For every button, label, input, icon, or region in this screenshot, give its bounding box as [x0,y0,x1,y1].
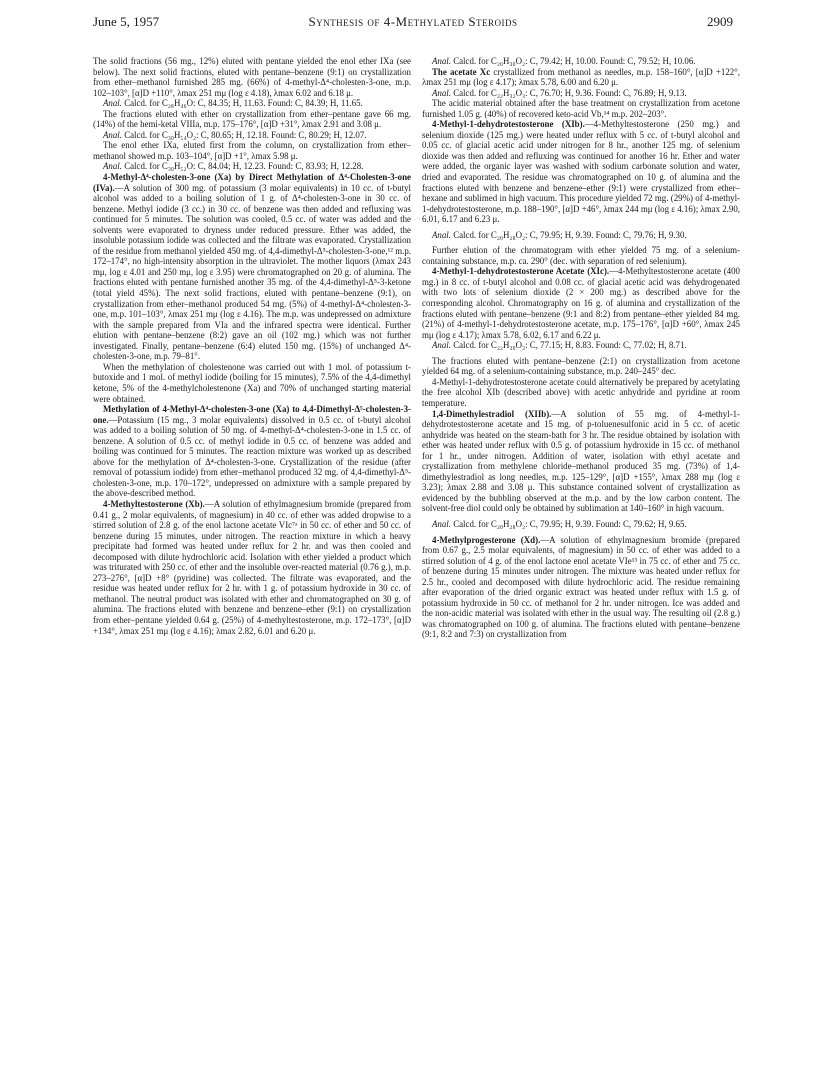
body-paragraph [93,362,411,404]
section-paragraph [93,172,411,362]
paragraph-text: —Potassium (15 mg., 3 molar equivalents) dissolved in 0.5 cc. of t-butyl alcohol was added to a boiling solution of 50 mg. of 4-methyl-Δ⁴-cholesten-3-one in 1.5 cc. of benzene. A solution of 0.5 cc. of methyl iodide in 0.5 cc. of benzene was added and boiling was continued for 5 minutes. The reaction mixture was worked up as described above for the methylation of Δ⁴-cholesten-3-one. Crystallization of the residue (after removal of potassium iodide) from ether–methanol produced 32 mg. of 4,4-dimethyl-Δ⁵-cholesten-3-one, m.p. 170–172°, undepressed on admixture with a sample prepared by the above-described method. [93,414,411,499]
analysis-paragraph [422,56,740,67]
paragraph-text: Calcd. for C₂₀H₂₈O₂: C, 79.95; H, 9.39. Found: C, 79.76; H, 9.30. [450,229,687,240]
section-heading: 4-Methyl-Δ⁴-cholesten-3-one (Xa) by Direct Methylation of Δ⁴-Cholesten-3-one (IVa). [93,172,411,193]
analysis-label: Anal. [432,87,451,98]
paragraph-text: Calcd. for C₃₀H₅₄O₂: C, 80.65; H, 12.18. Found: C, 80.29; H, 12.07. [121,129,367,140]
paragraph-text: Further elution of the chromatogram with ether yielded 75 mg. of a selenium-containing substance, m.p. ca. 290° (dec. with separation of red selenium). [422,245,740,266]
paragraph-text: Calcd. for C₂₂H₃₀O₃: C, 77.15; H, 8.83. Found: C, 77.02; H, 8.71. [450,340,687,351]
analysis-paragraph [422,340,740,351]
paragraph-text: Calcd. for C₂₈H₄₆O: C, 84.35; H, 11.63. Found: C, 84.39; H, 11.65. [121,98,363,109]
paragraph-text: Calcd. for C₃₀H₅₂O: C, 84.04; H, 12.23. Found: C, 83.93; H, 12.28. [121,161,364,172]
paragraph-text: When the methylation of cholestenone was carried out with 1 mol. of potassium t-butoxide and 1 mol. of methyl iodide (boiling for 15 minutes), 7.5% of the 4,4-dimethyl ketone, 5% of the 4-methylcholestenone (Xa) and 70% of unchanged starting material were obtained. [93,361,411,404]
paragraph-text: Calcd. for C₂₀H₂₈O₂: C, 79.95; H, 9.39. Found: C, 79.62; H, 9.65. [450,518,687,529]
paragraph-text: The fractions eluted with ether on crystallization from ether–pentane gave 66 mg. (14%) of the hemi-ketal VIIIa, m.p. 175–176°, [α]D +31°, λmax 2.91 and 3.08 μ. [93,108,411,130]
body-paragraph [93,56,411,98]
analysis-paragraph [422,519,740,530]
analysis-label: Anal. [432,229,451,240]
paragraph-text: —A solution of ethylmagnesium bromide (prepared from 0.67 g., 2.5 molar equivalents, of magnesium) in 50 cc. of ether was added to a stirred solution of 4 g. of the enol lactone enol acetate VIe¹³ in 75 cc. of ether and 75 cc. of benzene during 15 minutes under nitrogen. The mixture was heated under reflux for 2.5 hr., cooled and decomposed with dilute hydrochloric acid. The residue remaining after evaporation of the dried organic extract was heated under reflux with 1.5 g. of potassium hydroxide in 50 cc. of methanol for 2 hr. under nitrogen. Ice was added and the non-acidic material was isolated with ether in the usual way. The resulting oil (2.8 g.) was chromatographed on 100 g. of alumina. The fractions eluted with pentane–benzene (9:1, 8:2 and 7:3) on crystallization from [422,534,740,640]
section-heading: Methylation of 4-Methyl-Δ⁴-cholesten-3-one (Xa) to 4,4-Dimethyl-Δ⁵-cholesten-3-one. [93,404,411,425]
paragraph-text: Calcd. for C₂₂H₃₂O₃: C, 76.70; H, 9.36. Found: C, 76.89; H, 9.13. [450,87,687,98]
body-paragraph [422,98,740,119]
body-paragraph [422,377,740,409]
analysis-paragraph [93,130,411,141]
body-paragraph [93,140,411,161]
body-paragraph [422,245,740,266]
analysis-label: Anal. [103,98,122,109]
section-paragraph [93,499,411,636]
analysis-label: Anal. [432,518,451,529]
section-heading: 4-Methylprogesterone (Xd). [432,534,541,545]
header-title: Synthesis of 4-Methylated Steroids [308,14,518,29]
section-paragraph [422,67,740,88]
right-column [422,56,740,1056]
analysis-paragraph [93,161,411,172]
section-paragraph [422,409,740,514]
header-date: June 5, 1957 [93,14,160,29]
section-heading: 4-Methyltestosterone (Xb). [103,498,205,509]
paragraph-text: The fractions eluted with pentane–benzene (2:1) on crystallization from acetone yielded 64 mg. of a selenium-containing substance, m.p. 240–245° dec. [422,355,740,377]
section-heading: The acetate Xc [432,66,491,77]
paragraph-text: Calcd. for C₂₀H₃₀O₂: C, 79.42; H, 10.00. Found: C, 79.52; H, 10.06. [450,56,696,66]
analysis-label: Anal. [103,161,122,172]
analysis-paragraph [422,88,740,99]
section-heading: 4-Methyl-1-dehydrotestosterone Acetate (XIc). [432,266,610,277]
analysis-label: Anal. [432,56,451,66]
analysis-paragraph [422,230,740,241]
section-paragraph [422,119,740,224]
paragraph-text: The solid fractions (56 mg., 12%) eluted with pentane yielded the enol ether IXa (see below). The next solid fractions, eluted with pentane–benzene (9:1) on crystallization from ether–methanol furnished 285 mg. (66%) of 4-methyl-Δ⁴-cholesten-3-one, m.p. 102–103°, [α]D +110°, λmax 251 mμ (log ε 4.18), λmax 6.02 and 6.18 μ. [93,56,411,98]
section-paragraph [422,266,740,340]
section-heading: 4-Methyl-1-dehydrotestosterone (XIb). [432,119,585,130]
analysis-paragraph [93,98,411,109]
paragraph-text: —A solution of 300 mg. of potassium (3 molar equivalents) in 10 cc. of t-butyl alcohol was added to a boiling solution of 1 g. of Δ⁴-cholesten-3-one in 30 cc. of benzene. Methyl iodide (3 cc.) in 30 cc. of benzene was then added and refluxing was continued for 5 minutes. The solution was cooled, 0.5 cc. of water was added and the solvents were evaporated to dryness under reduced pressure. Ether was added, the insoluble potassium iodide was collected and the filtrate was evaporated. Crystallization of the residue from methanol yielded 450 mg. of 4,4-dimethyl-Δ⁵-cholesten-3-one,¹² m.p. 172–174°, no high-intensity absorption in the ultraviolet. The mother liquors (λmax 243 mμ, log ε 4.01 and 250 mμ, log ε 3.95) were chromatographed on 20 g. of alumina. The fractions eluted with pentane furnished another 35 mg. of the 4,4-dimethyl-Δ⁵-3-ketone (total yield 45%). The next solid fractions, eluted with pentane–benzene (9:1), on crystallization from ether–methanol produced 54 mg. (5%) of 4-methyl-Δ⁴-cholesten-3-one, m.p. 101–103°, λmax 251 mμ (log ε 4.16). The m.p. was undepressed on admixture with the sample prepared from VIa and the infrared spectra were identical. Further elution with pentane–benzene (8:2) gave an oil (102 mg.) which was not further investigated. Finally, pentane–benzene (6:4) eluted 150 mg. (15%) of unchanged Δ⁴-cholesten-3-one, m.p. 79–81°. [93,182,411,362]
paragraph-text: —A solution of ethylmagnesium bromide (prepared from 0.41 g., 2 molar equivalents, of magnesium) in 40 cc. of ether was added dropwise to a stirred solution of 2.8 g. of the enol lactone acetate VIc⁷ᵃ in 50 cc. of ether and 50 cc. of benzene during 15 minutes, under nitrogen. The reaction mixture in which a heavy precipitate had formed was heated under reflux for 2 hr. and was then cooled and decomposed with dilute hydrochloric acid. Isolation with ether yielded a product which was triturated with 250 cc. of ether and the insoluble over-reacted material (0.76 g.), m.p. 273–276°, [α]D +8° (pyridine) was collected. The filtrate was evaporated, and the residue was heated under reflux for 2 hr. with 1 g. of potassium hydroxide in 30 cc. of methanol. The neutral product was isolated with ether and chromatographed on 30 g. of alumina. The fractions eluted with benzene and benzene–ether (9:1) on crystallization from ether–pentane yielded 0.64 g. (25%) of 4-methyltestosterone, m.p. 172–173°, [α]D +134°, λmax 251 mμ (log ε 4.16); λmax 2.82, 6.01 and 6.20 μ. [93,498,411,636]
analysis-label: Anal. [103,129,122,140]
body-paragraph [93,109,411,130]
section-paragraph [422,535,740,640]
paragraph-text: The enol ether IXa, eluted first from the column, on crystallization from ether–methanol showed m.p. 103–104°, [α]D +1°, λmax 5.98 μ. [93,140,411,161]
body-paragraph [422,356,740,377]
paragraph-text: —A solution of 55 mg. of 4-methyl-1-dehydrotestosterone acetate and 15 mg. of p-toluenesulfonic acid in 5 cc. of acetic anhydride was heated on the steam-bath for 3 hr. The residue obtained by isolation with ether was heated under reflux with 0.5 g. of potassium hydroxide in 15 cc. of methanol for 1 hr., under nitrogen. Addition of water, isolation with ethyl acetate and crystallization from methylene chloride–methanol produced 35 mg. (73%) of 1,4-dimethylestradiol as long needles, m.p. 125–129°, [α]D +155°, λmax 288 mμ (log ε 3.23); λmax 2.88 and 3.08 μ. This substance contained solvent of crystallization as evidenced by the bubbling observed at the m.p. and by the low carbon content. The solvent-free diol could only be obtained by sublimation at 140–160° in high vacuum. [422,408,740,514]
analysis-label: Anal. [432,340,451,351]
page-header [93,14,733,32]
paragraph-text: —4-Methyltestosterone acetate (400 mg.) in 8 cc. of t-butyl alcohol and 0.08 cc. of glacial acetic acid was dehydrogenated with two lots of selenium dioxide (2 × 200 mg.) as described above for the corresponding alcohol. Chromatography on 16 g. of alumina and crystallization of the fractions eluted with pentane–benzene (9:1 and 8:2) from pentane–ether yielded 84 mg. (21%) of 4-methyl-1-dehydrotestosterone acetate, m.p. 175–176°, [α]D +60°, λmax 245 mμ (log ε 4.17); λmax 5.78, 6.02, 6.17 and 6.22 μ. [422,266,740,340]
section-paragraph [93,404,411,499]
left-column [93,56,411,1056]
section-heading: 1,4-Dimethylestradiol (XIIb). [432,408,552,419]
paragraph-text: The acidic material obtained after the base treatment on crystallization from acetone furnished 1.05 g. (40%) of recovered keto-acid Vb,¹⁴ m.p. 202–203°. [422,98,740,119]
header-page-number: 2909 [707,14,733,29]
paragraph-text: crystallized from methanol as needles, m.p. 158–160°, [α]D +122°, λmax 251 mμ (log ε 4.17); λmax 5.78, 6.00 and 6.20 μ. [422,66,740,88]
paragraph-text: —4-Methyltestosterone (250 mg.) and selenium dioxide (125 mg.) were heated under reflux with 5 cc. of t-butyl alcohol and 0.05 cc. of glacial acetic acid under nitrogen for 8 hr., another 125 mg. of selenium dioxide was then added and refluxing was continued for another 16 hr. Ether and water were added, the organic layer was washed with sodium carbonate solution and water, dried and evaporated. The residue was chromatographed on 10 g. of alumina and the fractions eluted with benzene and benzene–ether (9:1) were crystallized from ether–hexane and sublimed in high vacuum. This procedure yielded 72 mg. (29%) of 4-methyl-1-dehydrotestosterone, m.p. 188–190°, [α]D +46°, λmax 244 mμ (log ε 4.16); λmax 2.90, 6.01, 6.17 and 6.23 μ. [422,119,740,225]
paragraph-text: 4-Methyl-1-dehydrotestosterone acetate could alternatively be prepared by acetylating the free alcohol XIb (described above) with acetic anhydride and pyridine at room temperature. [422,376,740,408]
